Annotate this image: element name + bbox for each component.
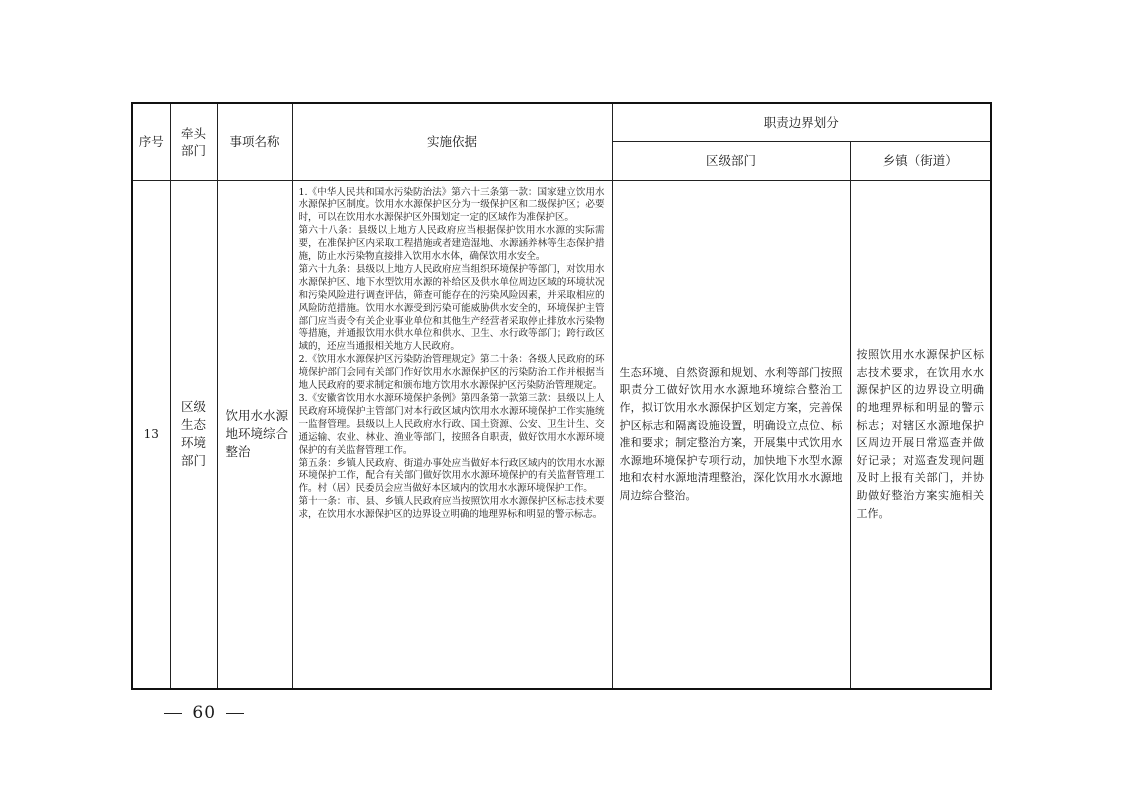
row-seq: 13 — [132, 180, 170, 689]
page-dash-right — [226, 713, 244, 715]
row-township: 按照饮用水水源保护区标志技术要求，在饮用水水源保护区的边界设立明确的地理界标和明显的警示标志；对辖区水源地保护区周边开展日常巡查并做好记录；对巡查发现问题及时上报有关部门，并协助做好整治方案实施相关工作。 — [850, 180, 991, 689]
header-seq: 序号 — [132, 103, 170, 180]
basis-paragraph: 第六十九条：县级以上地方人民政府应当组织环境保护等部门，对饮用水水源保护区、地下水型饮用水源的补给区及供水单位周边区域的环境状况和污染风险进行调查评估，筛查可能存在的污染风险因素，并采取相应的风险防范措施。饮用水水源受到污染可能威胁供水安全的，环境保护主管部门应当责令有关企业事业单位和其他生产经营者采取停止排放水污染物等措施，并通报饮用水供水单位和供水、卫生、水行政等部门；跨行政区域的，还应当通报相关地方人民政府。 — [298, 263, 605, 353]
page-number-text: 60 — [192, 703, 217, 723]
header-basis: 实施依据 — [292, 103, 612, 180]
duty-table — [131, 102, 992, 690]
row-item-name-text: 饮用水水源地环境综合整治 — [225, 408, 289, 460]
basis-paragraph: 2.《饮用水水源保护区污染防治管理规定》第二十条：各级人民政府的环境保护部门会同有关部门作好饮用水水源保护区的污染防治工作并根据当地人民政府的要求制定和颁布地方饮用水水源保护区污染防治管理规定。 — [298, 354, 605, 392]
basis-paragraph: 第五条：乡镇人民政府、街道办事处应当做好本行政区域内的饮用水水源环境保护工作，配合有关部门做好饮用水水源环境保护的有关监督管理工作。村（居）民委员会应当做好本区域内的饮用水水源环境保护工作。 — [298, 457, 605, 495]
basis-paragraph: 3.《安徽省饮用水水源环境保护条例》第四条第一款第三款：县级以上人民政府环境保护主管部门对本行政区域内饮用水水源环境保护工作实施统一监督管理。县级以上人民政府水行政、国土资源、公安、卫生计生、交通运输、农业、林业、渔业等部门，按照各自职责，做好饮用水水源环境保护的有关监督管理工作。 — [298, 393, 605, 456]
header-lead-dept-text: 牵头部门 — [180, 125, 206, 158]
header-district-dept: 区级部门 — [612, 141, 850, 180]
header-lead-dept — [170, 103, 217, 180]
header-township: 乡镇（街道） — [850, 141, 991, 180]
row-item-name — [217, 180, 292, 689]
basis-paragraph: 第六十八条：县级以上地方人民政府应当根据保护饮用水水源的实际需要，在准保护区内采取工程措施或者建造湿地、水源涵养林等生态保护措施，防止水污染物直接排入饮用水水体，确保饮用水安全。 — [298, 225, 605, 263]
basis-paragraph: 1.《中华人民共和国水污染防治法》第六十三条第一款：国家建立饮用水水源保护区制度。饮用水水源保护区分为一级保护区和二级保护区；必要时，可以在饮用水水源保护区外围划定一定的区域作为准保护区。 — [298, 186, 605, 224]
page-dash-left — [164, 713, 182, 715]
header-row-1 — [132, 103, 991, 141]
row-lead-dept — [170, 180, 217, 689]
header-duty-division: 职责边界划分 — [612, 103, 991, 141]
row-basis — [292, 180, 612, 689]
row-lead-dept-text: 区级生态环境部门 — [180, 399, 206, 469]
row-district-dept: 生态环境、自然资源和规划、水利等部门按照职责分工做好饮用水水源地环境综合整治工作，拟订饮用水水源保护区划定方案，完善保护区标志和隔离设施设置，明确设立点位、标准和要求；制定整治方案，开展集中式饮用水水源地环境保护专项行动，加快地下水型水源地和农村水源地清理整治，深化饮用水水源地周边综合整治。 — [612, 180, 850, 689]
basis-paragraph: 第十一条：市、县、乡镇人民政府应当按照饮用水水源保护区标志技术要求，在饮用水水源保护区的边界设立明确的地理界标和明显的警示标志。 — [298, 496, 605, 521]
header-item-name: 事项名称 — [217, 103, 292, 180]
page-number — [160, 703, 248, 723]
table-row — [132, 180, 991, 689]
